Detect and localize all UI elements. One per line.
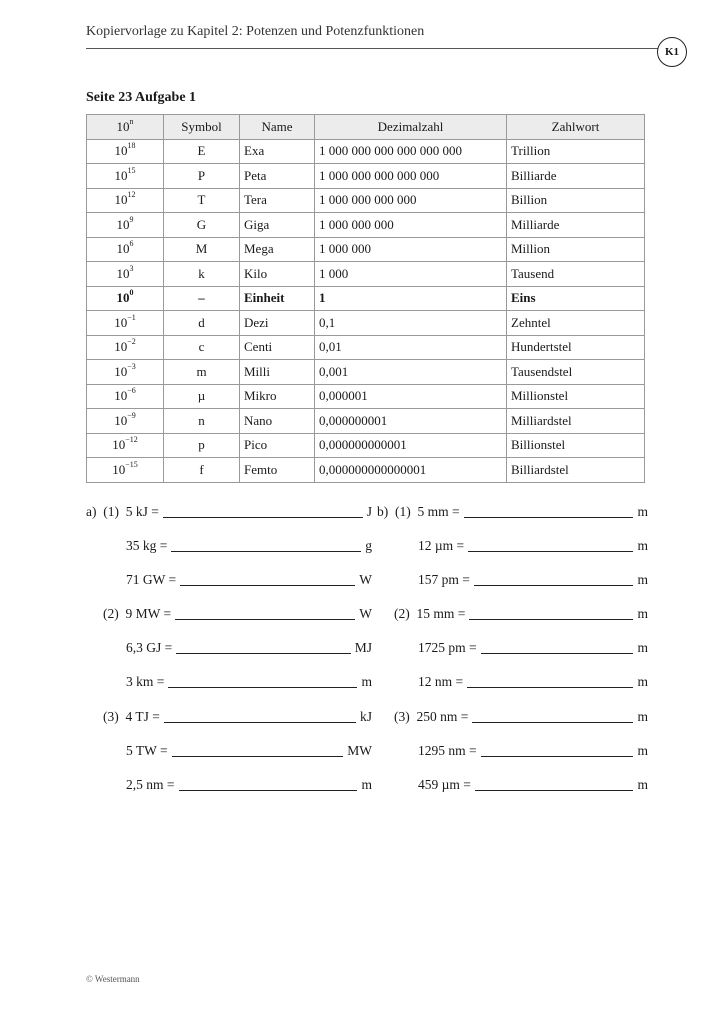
table-row — [87, 433, 645, 458]
cell-word: Million — [507, 237, 645, 262]
answer-unit: m — [637, 504, 648, 519]
column-header-power: 10$^n$ — [87, 115, 164, 140]
cell-decimal: 1 000 000 — [315, 237, 507, 262]
cell-name: Femto — [240, 458, 315, 483]
table-row — [87, 262, 645, 287]
exercise-prompt: 35 kg = — [126, 538, 168, 553]
cell-word: Hundertstel — [507, 335, 645, 360]
table-row — [87, 213, 645, 238]
cell-power: $10^9$ — [87, 213, 164, 238]
answer-unit: m — [361, 777, 372, 792]
cell-symbol: m — [164, 360, 240, 385]
cell-power: $10^{-15}$ — [87, 458, 164, 483]
answer-line[interactable] — [474, 571, 634, 586]
table-row — [87, 139, 645, 164]
exercise-a-5 — [126, 636, 372, 656]
cell-name: Tera — [240, 188, 315, 213]
exercise-a-4 — [103, 602, 372, 622]
exercise-prompt: 157 pm = — [418, 572, 470, 587]
cell-decimal: 0,01 — [315, 335, 507, 360]
exercise-prompt: 12 nm = — [418, 674, 464, 689]
column-header-word: Zahlwort — [507, 115, 645, 140]
cell-power: $10^{18}$ — [87, 139, 164, 164]
exercise-prompt: b) (1) 5 mm = — [377, 504, 460, 519]
cell-decimal: 0,000000000001 — [315, 433, 507, 458]
exercise-prompt: 2,5 nm = — [126, 777, 175, 792]
cell-word: Billion — [507, 188, 645, 213]
answer-unit: m — [637, 674, 648, 689]
cell-name: Centi — [240, 335, 315, 360]
answer-unit: J — [366, 504, 372, 519]
table-row — [87, 458, 645, 483]
cell-decimal: 0,1 — [315, 311, 507, 336]
answer-unit: MJ — [354, 640, 372, 655]
cell-decimal: 1 — [315, 286, 507, 311]
table-row — [87, 286, 645, 311]
answer-unit: m — [637, 777, 648, 792]
answer-unit: W — [359, 572, 372, 587]
cell-power: $10^{15}$ — [87, 164, 164, 189]
cell-word: Tausend — [507, 262, 645, 287]
table-row — [87, 384, 645, 409]
answer-line[interactable] — [171, 537, 361, 552]
exercise-b-6 — [418, 670, 648, 690]
table-row — [87, 237, 645, 262]
table-row — [87, 164, 645, 189]
cell-decimal: 1 000 000 000 000 000 — [315, 164, 507, 189]
cell-power: $10^{12}$ — [87, 188, 164, 213]
cell-word: Milliardstel — [507, 409, 645, 434]
answer-line[interactable] — [472, 708, 633, 723]
cell-word: Eins — [507, 286, 645, 311]
cell-decimal: 1 000 000 000 — [315, 213, 507, 238]
cell-name: Exa — [240, 139, 315, 164]
cell-power: $10^{-6}$ — [87, 384, 164, 409]
cell-name: Dezi — [240, 311, 315, 336]
answer-line[interactable] — [168, 673, 357, 688]
cell-name: Milli — [240, 360, 315, 385]
exercise-prompt: 459 µm = — [418, 777, 471, 792]
answer-line[interactable] — [464, 503, 634, 518]
table-header-row — [87, 115, 645, 140]
exercise-prompt: 1725 pm = — [418, 640, 477, 655]
cell-symbol: n — [164, 409, 240, 434]
cell-symbol: µ — [164, 384, 240, 409]
answer-unit: m — [637, 572, 648, 587]
table-row — [87, 311, 645, 336]
answer-unit: m — [361, 674, 372, 689]
cell-symbol: – — [164, 286, 240, 311]
exercise-b-2 — [418, 534, 648, 554]
cell-word: Tausendstel — [507, 360, 645, 385]
answer-unit: m — [637, 606, 648, 621]
cell-decimal: 1 000 — [315, 262, 507, 287]
exercise-prompt: 6,3 GJ = — [126, 640, 173, 655]
cell-decimal: 0,000000001 — [315, 409, 507, 434]
answer-line[interactable] — [179, 776, 358, 791]
answer-unit: W — [359, 606, 372, 621]
answer-unit: g — [365, 538, 372, 553]
cell-power: $10^{-1}$ — [87, 311, 164, 336]
answer-line[interactable] — [467, 673, 633, 688]
cell-symbol: d — [164, 311, 240, 336]
column-header-symbol: Symbol — [164, 115, 240, 140]
cell-symbol: T — [164, 188, 240, 213]
answer-line[interactable] — [175, 605, 355, 620]
exercise-b-3 — [418, 568, 648, 588]
answer-unit: m — [637, 640, 648, 655]
cell-name: Pico — [240, 433, 315, 458]
cell-name: Mega — [240, 237, 315, 262]
answer-unit: kJ — [359, 709, 372, 724]
exercise-prompt: (2) 15 mm = — [394, 606, 466, 621]
cell-decimal: 1 000 000 000 000 — [315, 188, 507, 213]
exercise-a-2 — [126, 534, 372, 554]
cell-name: Kilo — [240, 262, 315, 287]
cell-symbol: p — [164, 433, 240, 458]
answer-line[interactable] — [163, 503, 363, 518]
exercise-a-3 — [126, 568, 372, 588]
exercise-prompt: (3) 4 TJ = — [103, 709, 160, 724]
answer-unit: MW — [347, 743, 372, 758]
cell-word: Billiarde — [507, 164, 645, 189]
answer-line[interactable] — [481, 742, 634, 757]
table-row — [87, 360, 645, 385]
exercise-a-6 — [126, 670, 372, 690]
cell-power: $10^{-2}$ — [87, 335, 164, 360]
exercise-a-1 — [86, 500, 372, 520]
cell-name: Einheit — [240, 286, 315, 311]
answer-unit: m — [637, 538, 648, 553]
page-header-title: Kopiervorlage zu Kapitel 2: Potenzen und Potenzfunktionen — [86, 24, 425, 39]
cell-decimal: 0,001 — [315, 360, 507, 385]
answer-line[interactable] — [172, 742, 344, 757]
prefix-table — [86, 114, 645, 483]
exercise-prompt: 5 TW = — [126, 743, 168, 758]
cell-decimal: 1 000 000 000 000 000 000 — [315, 139, 507, 164]
chapter-badge: K1 — [657, 37, 687, 67]
answer-line[interactable] — [176, 639, 350, 654]
cell-power: $10^{-12}$ — [87, 433, 164, 458]
exercise-a-9 — [126, 773, 372, 793]
cell-name: Mikro — [240, 384, 315, 409]
exercise-b-5 — [418, 636, 648, 656]
table-row — [87, 409, 645, 434]
cell-power: $10^6$ — [87, 237, 164, 262]
cell-power: $10^{-3}$ — [87, 360, 164, 385]
answer-line[interactable] — [469, 605, 633, 620]
exercise-prompt: 3 km = — [126, 674, 165, 689]
cell-name: Peta — [240, 164, 315, 189]
cell-symbol: k — [164, 262, 240, 287]
exercise-prompt: a) (1) 5 kJ = — [86, 504, 159, 519]
cell-word: Trillion — [507, 139, 645, 164]
answer-line[interactable] — [481, 639, 634, 654]
cell-decimal: 0,000001 — [315, 384, 507, 409]
column-header-decimal: Dezimalzahl — [315, 115, 507, 140]
cell-symbol: P — [164, 164, 240, 189]
exercise-b-4 — [394, 602, 648, 622]
answer-line[interactable] — [180, 571, 355, 586]
cell-symbol: G — [164, 213, 240, 238]
cell-symbol: M — [164, 237, 240, 262]
cell-power: $10^3$ — [87, 262, 164, 287]
answer-line[interactable] — [468, 537, 633, 552]
cell-name: Giga — [240, 213, 315, 238]
exercise-prompt: (3) 250 nm = — [394, 709, 469, 724]
exercise-prompt: 1295 nm = — [418, 743, 477, 758]
cell-word: Millionstel — [507, 384, 645, 409]
cell-symbol: c — [164, 335, 240, 360]
answer-line[interactable] — [164, 708, 356, 723]
exercise-b-9 — [418, 773, 648, 793]
exercise-b-1 — [377, 500, 648, 520]
table-row — [87, 335, 645, 360]
exercise-a-8 — [126, 739, 372, 759]
column-header-name: Name — [240, 115, 315, 140]
cell-word: Milliarde — [507, 213, 645, 238]
cell-decimal: 0,000000000000001 — [315, 458, 507, 483]
section-title: Seite 23 Aufgabe 1 — [86, 90, 197, 105]
cell-symbol: E — [164, 139, 240, 164]
exercise-b-7 — [394, 705, 648, 725]
exercise-b-8 — [418, 739, 648, 759]
exercise-prompt: (2) 9 MW = — [103, 606, 172, 621]
copyright-footer: © Westermann — [86, 974, 140, 984]
cell-name: Nano — [240, 409, 315, 434]
cell-symbol: f — [164, 458, 240, 483]
answer-unit: m — [637, 709, 648, 724]
answer-line[interactable] — [475, 776, 634, 791]
exercise-prompt: 12 µm = — [418, 538, 465, 553]
cell-word: Billionstel — [507, 433, 645, 458]
table-row — [87, 188, 645, 213]
cell-word: Billiardstel — [507, 458, 645, 483]
exercise-prompt: 71 GW = — [126, 572, 177, 587]
exercise-a-7 — [103, 705, 372, 725]
cell-power: $10^{-9}$ — [87, 409, 164, 434]
cell-word: Zehntel — [507, 311, 645, 336]
table-body — [87, 139, 645, 482]
header-divider — [86, 48, 658, 49]
cell-power: $10^0$ — [87, 286, 164, 311]
answer-unit: m — [637, 743, 648, 758]
